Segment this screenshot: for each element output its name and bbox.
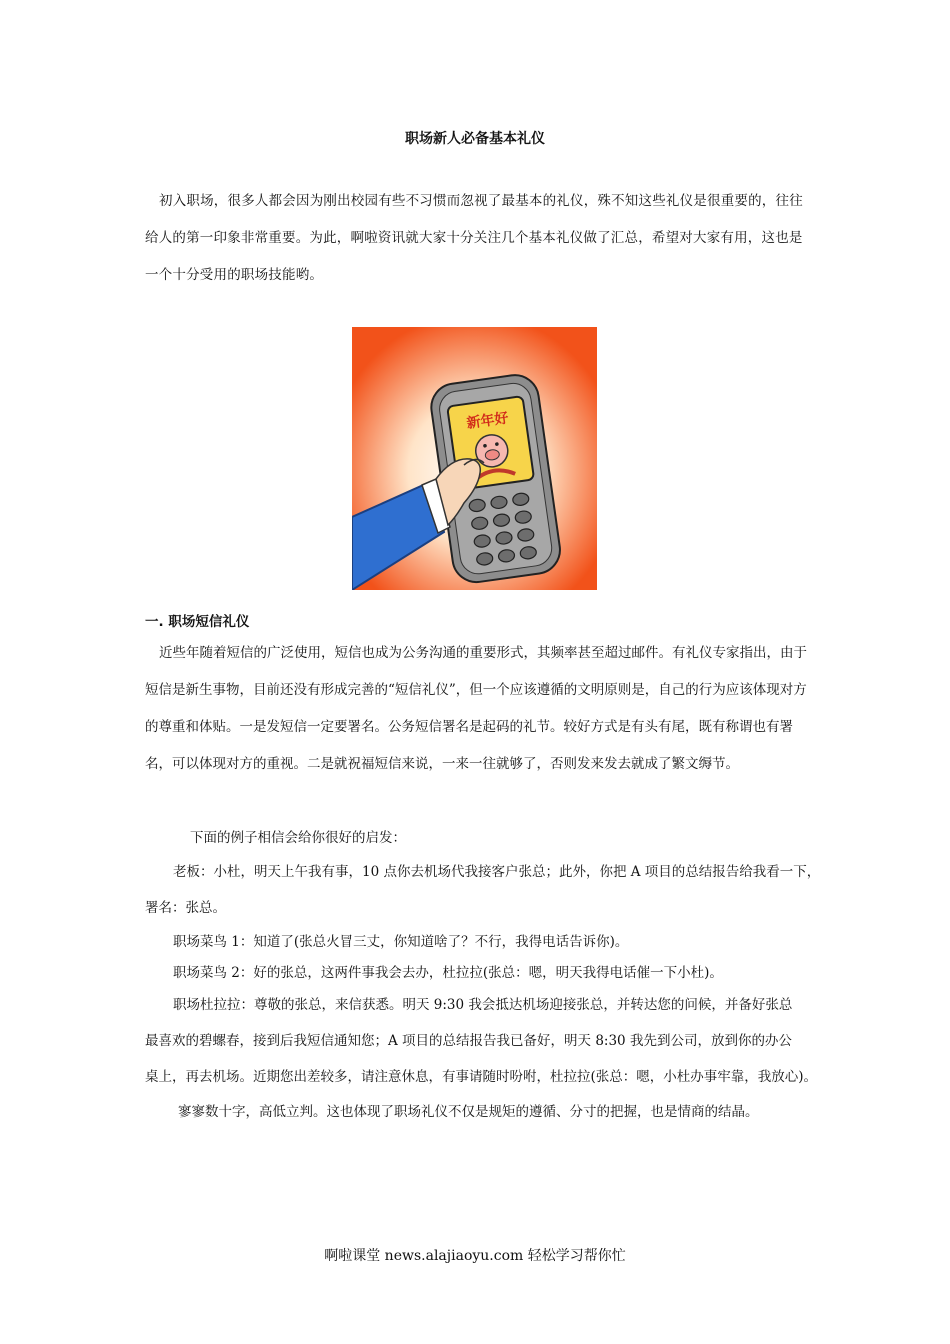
conclusion: 寥寥数十字，高低立判。这也体现了职场礼仪不仅是规矩的遵循、分寸的把握，也是情商的结晶。 <box>178 1104 759 1120</box>
section-body-paragraph: 近些年随着短信的广泛使用，短信也成为公务沟通的重要形式，其频率甚至超过邮件。有礼仪专家指出，由于短信是新生事物，目前还没有形成完善的“短信礼仪”，但一个应该遵循的文明原则是，自己的行为应该体现对方的尊重和体贴。一是发短信一定要署名。公务短信署名是起码的礼节。较好方式是有头有尾，既有称谓也有署名，可以体现对方的重视。二是就祝福短信来说，一来一往就够了，否则发来发去就成了繁文缛节。 <box>145 645 807 772</box>
screen-greeting: 新年好 <box>465 410 510 433</box>
rookie-1-reply: 职场菜鸟 1：知道了(张总火冒三丈，你知道啥了？不行，我得电话告诉你)。 <box>173 934 629 950</box>
dulala-reply-line-1: 职场杜拉拉：尊敬的张总，来信获悉。明天 9:30 我会抵达机场迎接张总，并转达您的问候，并备好张总 <box>173 997 793 1013</box>
page-footer: 啊啦课堂 news.alajiaoyu.com 轻松学习帮你忙 <box>324 1248 626 1264</box>
boss-message-line-2: 署名：张总。 <box>145 900 226 916</box>
section-heading: 一. 职场短信礼仪 <box>145 614 250 630</box>
dulala-reply-line-3: 桌上，再去机场。近期您出差较多，请注意休息，有事请随时吩咐，杜拉拉(张总：嗯，小杜办事牢靠，我放心)。 <box>145 1069 818 1085</box>
rookie-2-reply: 职场菜鸟 2：好的张总，这两件事我会去办，杜拉拉(张总：嗯，明天我得电话催一下小杜)。 <box>173 965 723 981</box>
intro-paragraph: 初入职场，很多人都会因为刚出校园有些不习惯而忽视了最基本的礼仪，殊不知这些礼仪是很重要的，往往给人的第一印象非常重要。为此，啊啦资讯就大家十分关注几个基本礼仪做了汇总，希望对大家有用，这也是一个十分受用的职场技能哟。 <box>145 193 803 283</box>
phone-illustration <box>352 327 597 590</box>
example-intro: 下面的例子相信会给你很好的启发： <box>190 830 406 846</box>
dulala-reply-line-2: 最喜欢的碧螺春，接到后我短信通知您；A 项目的总结报告我已备好，明天 8:30 我先到公司，放到你的办公 <box>145 1033 792 1049</box>
page-title: 职场新人必备基本礼仪 <box>405 131 545 147</box>
boss-message-line-1: 老板：小杜，明天上午我有事，10 点你去机场代我接客户张总；此外，你把 A 项目的总结报告给我看一下， <box>173 864 821 880</box>
